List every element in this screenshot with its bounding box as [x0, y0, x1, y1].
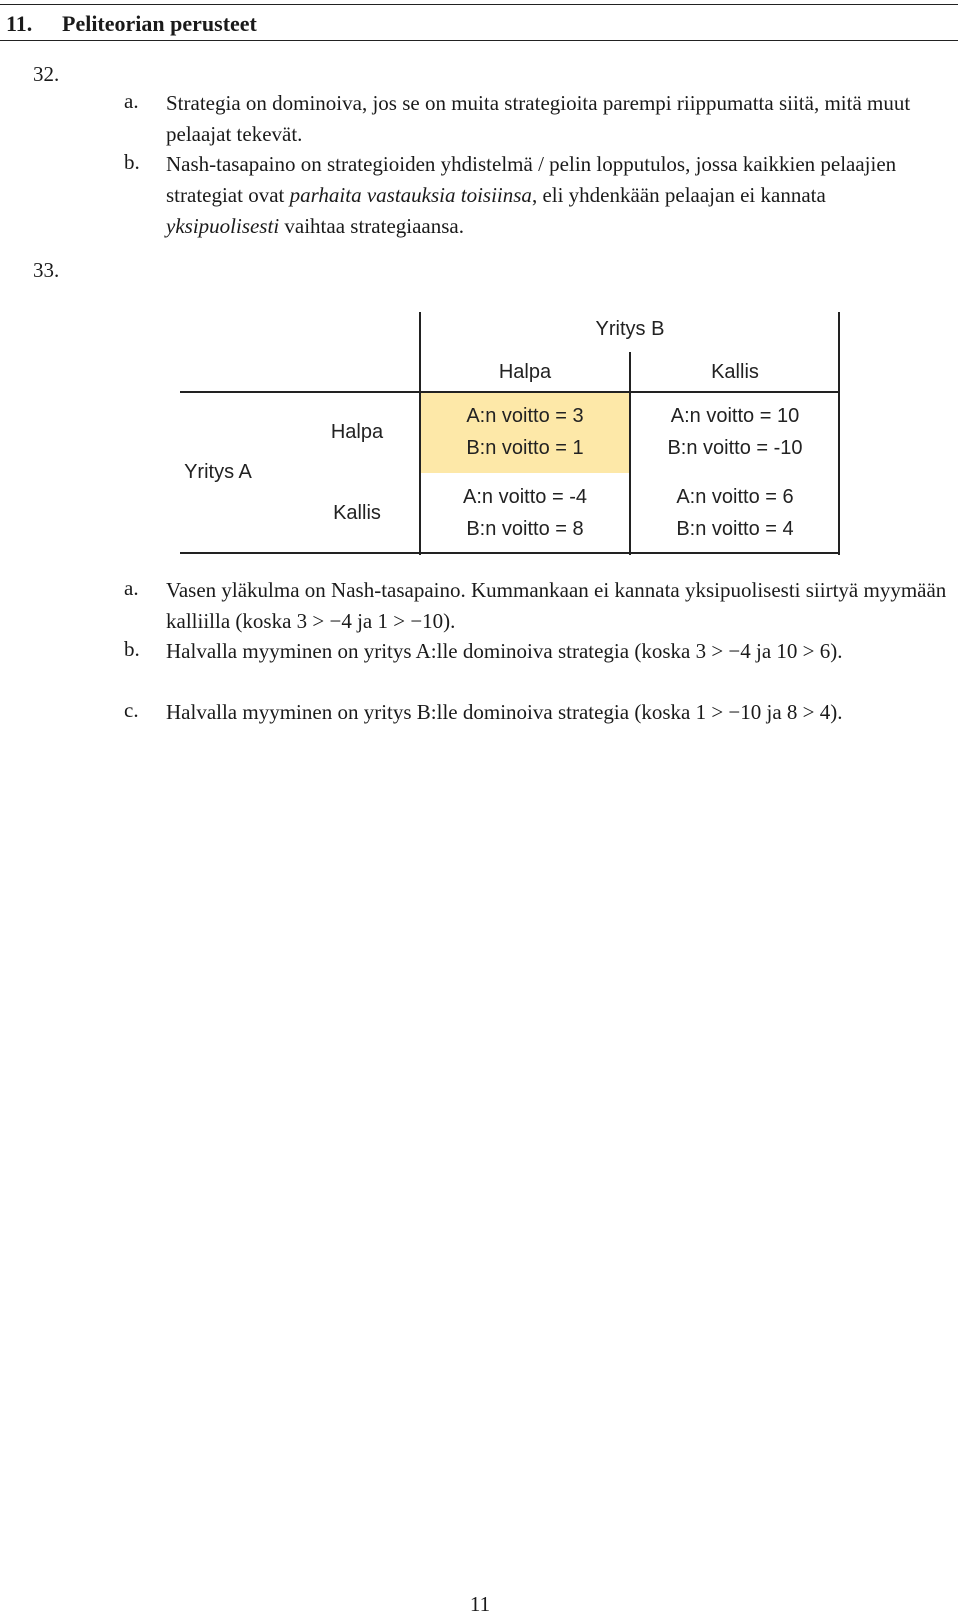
q32-a-text: Strategia on dominoiva, jos se on muita strategioita parempi riippumatta siitä, mitä muut pelaajat tekevät.	[166, 91, 911, 146]
cell-halpa-kallis-payoff-b: B:n voitto = -10	[667, 437, 803, 459]
matrix-line-bottom	[180, 552, 840, 554]
q33-c-letter: c.	[124, 698, 139, 722]
q33-c-text: Halvalla myyminen on yritys B:lle dominoiva strategia (koska 1 > −10 ja 8 > 4).	[166, 700, 843, 724]
cell-kallis-halpa-payoff-a: A:n voitto = -4	[463, 486, 587, 508]
q32-b-text	[166, 149, 906, 242]
column-header-kallis: Kallis	[711, 361, 759, 383]
section-title: Peliteorian perusteet	[62, 11, 257, 36]
player-a-label: Yritys A	[184, 461, 252, 483]
q32-b-text-part1: Nash-tasapaino on strategioiden yhdistelmä / pelin lopputulos, jossa kaikkien pelaajien strategiat ovat	[166, 152, 897, 207]
matrix-line-right	[838, 312, 840, 555]
q32-b-emphasis-unilaterally: yksipuolisesti	[166, 214, 280, 238]
matrix-line-row-label-top	[180, 391, 420, 393]
cell-halpa-halpa-payoff-b: B:n voitto = 1	[466, 437, 584, 459]
matrix-line-middle	[629, 352, 631, 555]
player-b-label: Yritys B	[595, 318, 665, 340]
q32-b-text-part3: vaihtaa strategiaansa.	[279, 214, 464, 238]
row-header-halpa: Halpa	[330, 421, 384, 443]
q32-b-emphasis-best-responses: parhaita vastauksia toisiinsa	[289, 183, 532, 207]
question-number-33: 33.	[33, 258, 60, 282]
q32-a-letter: a.	[124, 89, 139, 113]
q33-a-letter: a.	[124, 576, 139, 600]
cell-halpa-halpa-payoff-a: A:n voitto = 3	[466, 405, 584, 427]
q33-a-text: Vasen yläkulma on Nash-tasapaino. Kummankaan ei kannata yksipuolisesti siirtyä myymään kalliilla (koska 3 > −4 ja 1 > −10).	[166, 578, 947, 633]
cell-kallis-kallis-payoff-b: B:n voitto = 4	[676, 518, 794, 540]
page-number: 11	[469, 1592, 491, 1616]
q33-b-letter: b.	[124, 637, 140, 661]
q32-b-text-part2: , eli yhdenkään pelaajan ei kannata	[531, 183, 826, 207]
column-header-halpa: Halpa	[498, 361, 552, 383]
cell-halpa-kallis-payoff-a: A:n voitto = 10	[670, 405, 800, 427]
matrix-line-header-bottom	[419, 391, 840, 393]
section-number: 11.	[6, 11, 33, 36]
row-header-kallis: Kallis	[333, 502, 381, 524]
q33-b-text: Halvalla myyminen on yritys A:lle dominoiva strategia (koska 3 > −4 ja 10 > 6).	[166, 639, 843, 663]
q32-b-letter: b.	[124, 150, 140, 174]
matrix-line-left	[419, 312, 421, 555]
section-header	[0, 4, 958, 41]
cell-kallis-kallis-payoff-a: A:n voitto = 6	[676, 486, 794, 508]
cell-kallis-halpa-payoff-b: B:n voitto = 8	[466, 518, 584, 540]
question-number-32: 32.	[33, 62, 60, 86]
